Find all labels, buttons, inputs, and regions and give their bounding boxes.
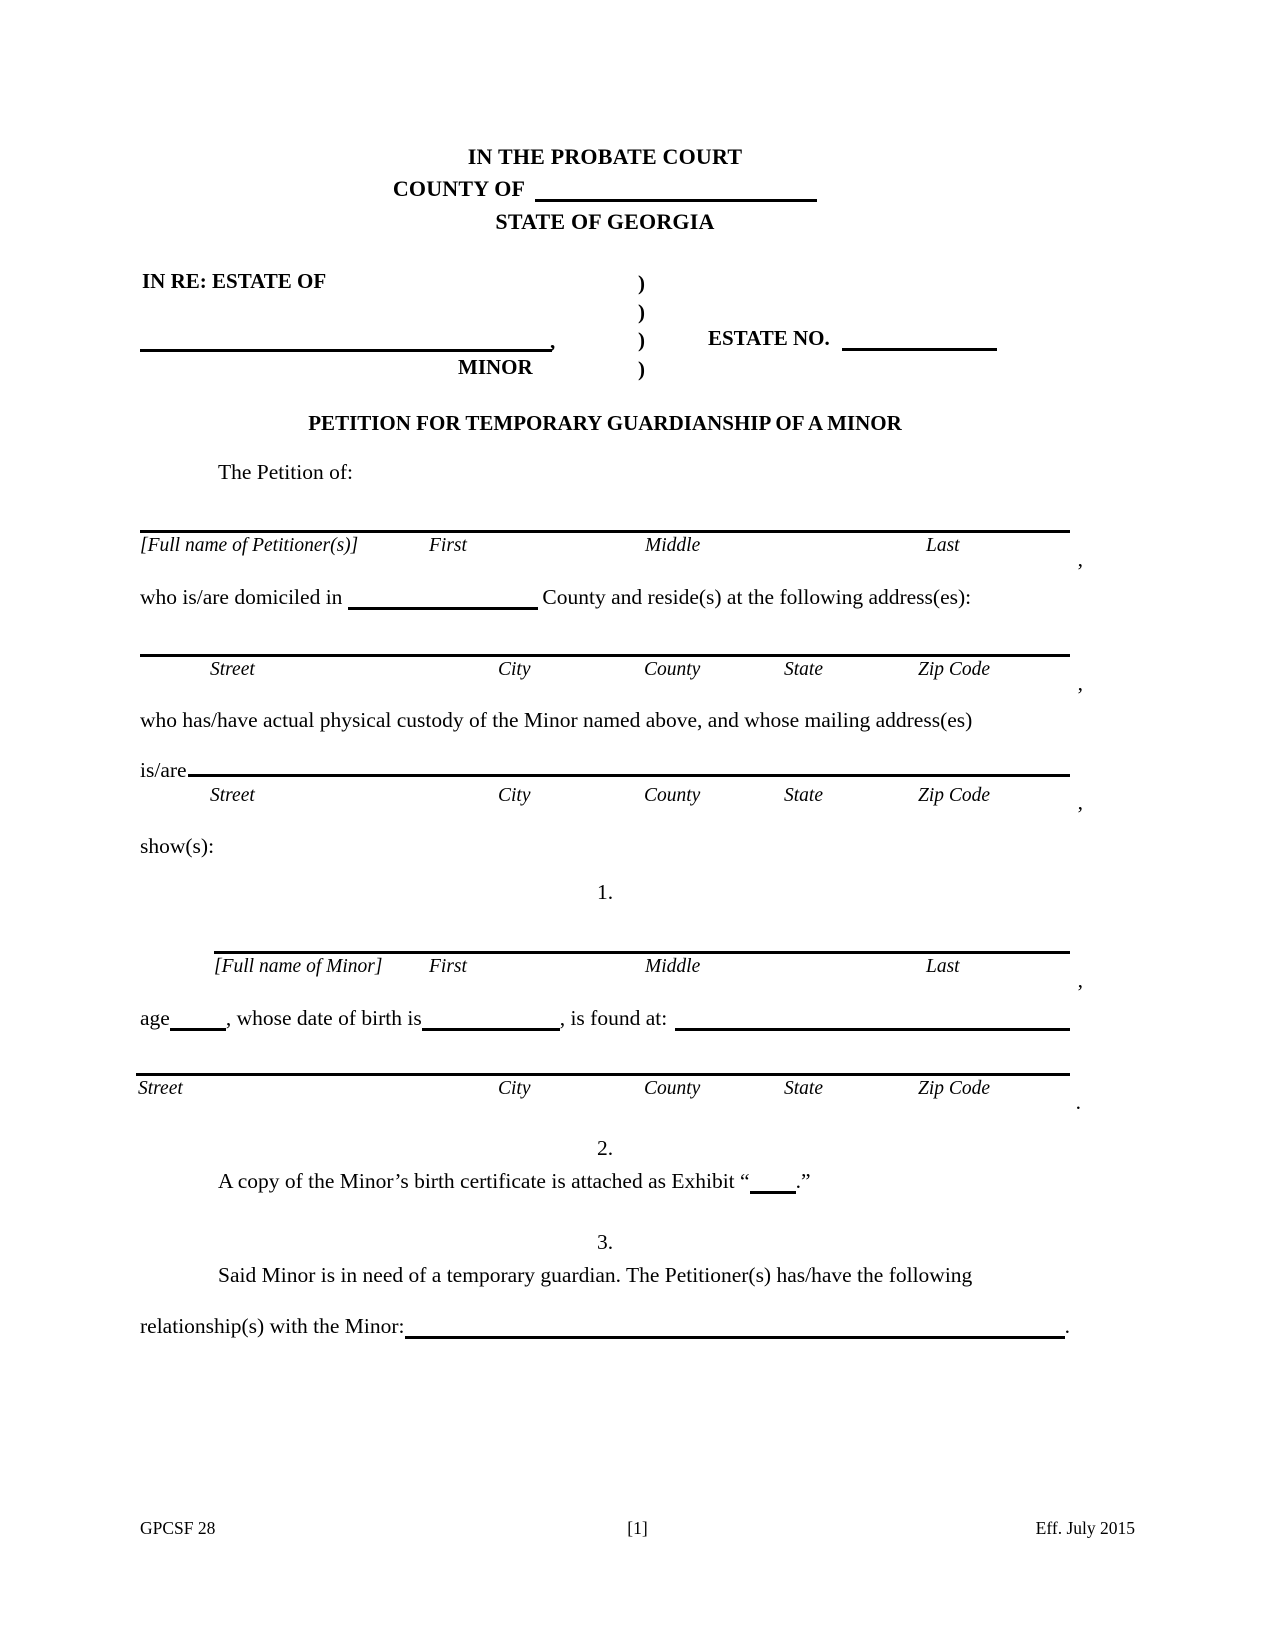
- relationship-label: relationship(s) with the Minor:: [140, 1313, 405, 1338]
- label-street-residence: Street: [210, 658, 255, 680]
- domicile-county-blank-field[interactable]: [348, 590, 538, 610]
- petitioner-name-comma: ,: [1077, 546, 1083, 571]
- paragraph-2-text: [218, 1169, 1070, 1194]
- age-blank-field[interactable]: [170, 1011, 226, 1031]
- label-zip-minor: Zip Code: [918, 1077, 991, 1099]
- paragraph-3-number: 3.: [596, 1229, 614, 1254]
- petition-of-label: The Petition of:: [218, 460, 353, 484]
- label-middle-petitioner: Middle: [645, 534, 701, 556]
- domicile-line: [140, 585, 1070, 610]
- minor-name-row: [214, 951, 1083, 992]
- minor-address-period: .: [1075, 1089, 1081, 1114]
- paren-4: ): [638, 356, 645, 381]
- paragraph-2-number: 2.: [596, 1135, 614, 1160]
- label-zip-mailing: Zip Code: [918, 785, 991, 806]
- petitioner-name-row: [140, 530, 1083, 571]
- mailing-address-blank-field[interactable]: [188, 771, 1070, 777]
- age-label: age: [140, 1005, 170, 1030]
- county-label: COUNTY OF: [392, 176, 526, 201]
- petitioner-name-labels: [140, 533, 1070, 559]
- label-state-residence: State: [784, 658, 823, 680]
- label-first-petitioner: First: [429, 534, 467, 556]
- paragraph-1-number: 1.: [596, 879, 614, 904]
- in-re-estate-label: IN RE: ESTATE OF: [142, 269, 327, 293]
- exhibit-text-before: A copy of the Minor’s birth certificate is attached as Exhibit “: [218, 1168, 750, 1193]
- label-state-mailing: State: [784, 785, 823, 806]
- label-state-minor: State: [784, 1077, 823, 1099]
- mailing-address-labels: [140, 783, 1070, 809]
- minor-address-row: [136, 1073, 1081, 1114]
- custody-sentence: who has/have actual physical custody of the Minor named above, and whose mailing address(es): [140, 707, 973, 732]
- label-street-mailing: Street: [210, 785, 255, 806]
- page-title: PETITION FOR TEMPORARY GUARDIANSHIP OF A MINOR: [308, 411, 902, 435]
- label-zip-residence: Zip Code: [918, 658, 991, 680]
- exhibit-letter-blank-field[interactable]: [750, 1174, 796, 1194]
- label-full-name-petitioner: [Full name of Petitioner(s)]: [140, 534, 359, 556]
- label-last-minor: Last: [926, 955, 960, 977]
- state-heading: STATE OF GEORGIA: [495, 209, 715, 234]
- estate-no-blank-field[interactable]: [842, 330, 997, 351]
- label-street-minor: Street: [138, 1077, 183, 1099]
- exhibit-text-after: .”: [795, 1168, 811, 1193]
- residence-address-row: [140, 654, 1083, 695]
- mailing-address-comma: ,: [1077, 790, 1083, 814]
- estate-no-label: ESTATE NO.: [708, 326, 830, 350]
- residence-address-labels: [140, 657, 1070, 683]
- minor-name-comma: ,: [1077, 967, 1083, 992]
- county-blank-field[interactable]: [535, 180, 817, 202]
- paren-2: ): [638, 299, 645, 324]
- estate-name-blank-field[interactable]: [140, 349, 552, 352]
- label-city-mailing: City: [498, 785, 531, 806]
- court-heading: IN THE PROBATE COURT: [467, 144, 743, 169]
- age-dob-line: [140, 1006, 1070, 1031]
- minor-address-labels: [136, 1076, 1070, 1102]
- found-at-label: , is found at:: [559, 1005, 668, 1030]
- form-number: GPCSF 28: [140, 1518, 216, 1538]
- label-county-residence: County: [644, 658, 701, 680]
- label-middle-minor: Middle: [645, 955, 701, 977]
- residence-address-comma: ,: [1077, 670, 1083, 695]
- county-heading-row: [140, 176, 1070, 202]
- estate-name-comma: ,: [550, 329, 556, 353]
- label-full-name-minor: [Full name of Minor]: [214, 955, 383, 977]
- label-last-petitioner: Last: [926, 534, 960, 556]
- domicile-prefix: who is/are domiciled in: [140, 584, 343, 609]
- minor-name-labels: [214, 954, 1070, 980]
- label-city-residence: City: [498, 658, 531, 680]
- paragraph-3-text-line1: Said Minor is in need of a temporary guardian. The Petitioner(s) has/have the following: [218, 1262, 973, 1287]
- dob-blank-field[interactable]: [422, 1011, 560, 1031]
- dob-prefix: , whose date of birth is: [225, 1005, 422, 1030]
- relationship-period: .: [1064, 1313, 1070, 1338]
- effective-date: Eff. July 2015: [1035, 1518, 1135, 1538]
- label-county-minor: County: [644, 1077, 701, 1099]
- document-content: [138, 0, 1083, 1339]
- minor-caption-label: MINOR: [458, 355, 533, 379]
- page-footer: [140, 1518, 1135, 1539]
- domicile-suffix: County and reside(s) at the following address(es):: [542, 584, 972, 609]
- label-county-mailing: County: [644, 785, 701, 806]
- paren-1: ): [638, 271, 645, 295]
- is-are-label: is/are: [140, 758, 187, 782]
- label-city-minor: City: [498, 1077, 531, 1099]
- caption-paren-column: [638, 269, 645, 383]
- relationship-blank-field[interactable]: [405, 1319, 1065, 1339]
- found-at-blank-field[interactable]: [675, 1011, 1070, 1031]
- paragraph-3-text-line2: [140, 1314, 1070, 1339]
- mailing-address-row: [140, 758, 1083, 814]
- paren-3: ): [638, 328, 645, 352]
- page-number: [1]: [627, 1518, 648, 1538]
- estate-number-row: [708, 326, 997, 351]
- case-caption: [140, 269, 1070, 389]
- label-first-minor: First: [429, 955, 467, 977]
- shows-label: show(s):: [140, 834, 215, 858]
